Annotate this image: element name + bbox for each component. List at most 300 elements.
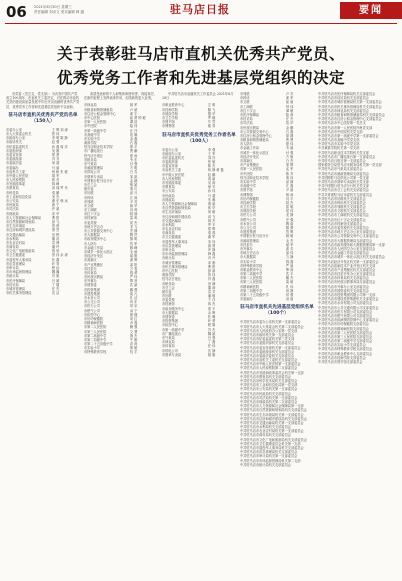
- unit-name: 市档案馆: [84, 216, 97, 221]
- unit-name: 市纪委监委机关: [6, 144, 29, 149]
- person-names: 夏 雨: [129, 153, 138, 158]
- unit-name: 市实验中学: [84, 136, 100, 141]
- org-list-item: 中共驻马店市妇联机关支部委员会: [318, 196, 366, 201]
- unit-name: 市第一高级中学: [162, 327, 185, 332]
- org-list-item: 中共驻马店市人民政府办公室第一党支部: [240, 328, 298, 333]
- unit-name: 市地方史志办: [84, 224, 104, 229]
- unit-name: 市妇联: [162, 294, 172, 299]
- members-subhead: [6, 113, 80, 125]
- org-list-item: 中共驻马店市科学技术局机关支部委员会: [240, 379, 298, 383]
- org-list-item: 中共驻马店市第三人民医院支部委员会: [318, 334, 373, 339]
- person-names: 韦 丽: [285, 146, 294, 151]
- unit-name: 市外事办: [240, 246, 253, 251]
- org-list-item: 中共驻马店高新技术产业开发区机关支部: [318, 263, 376, 268]
- person-names: 牛 刚: [129, 337, 138, 342]
- org-list-item: 中共驻马店市第二人民医院支部委员会: [318, 330, 373, 335]
- person-names: 孙 伟: [207, 189, 216, 194]
- unit-name: 市城乡一体化示范区: [84, 249, 113, 254]
- person-names: 戴 杰: [285, 276, 294, 281]
- org-list-item: 中共驻马店市委组织部机关支部委员会: [240, 341, 295, 346]
- org-list-item: 中共驻马店市高级中学党支部: [318, 138, 360, 143]
- person-names: 文 慧: [129, 329, 138, 334]
- orgs-list-a: [240, 320, 314, 467]
- person-names: 范 华: [285, 121, 294, 126]
- person-names: 高 飞: [207, 214, 216, 219]
- unit-name: 市疾控中心: [84, 312, 100, 317]
- person-names: 薛 华: [129, 203, 138, 208]
- person-names: 廖 静: [285, 133, 294, 138]
- person-names: 冯 芳: [51, 157, 60, 162]
- unit-name: 市司法局: [240, 121, 253, 126]
- person-names: 侯 杰: [129, 220, 138, 225]
- person-names: 康 健: [129, 312, 138, 317]
- person-names: 刘 洋: [207, 155, 216, 160]
- unit-name: 市公交公司: [240, 226, 256, 230]
- org-list-item: 中共驻马店市发展和改革委员会机关第一支部: [240, 370, 304, 375]
- person-names: 黎 明: [129, 237, 138, 242]
- person-names: 韩 磊: [207, 252, 216, 257]
- unit-name: 黄淮学院: [162, 273, 175, 278]
- person-names: 余 辉: [207, 310, 216, 315]
- person-names: 任 伟: [207, 344, 216, 349]
- org-list-item: 中共驻马店市人民检察院第二支部委员会: [240, 366, 298, 371]
- person-names: 张 伟: [51, 132, 60, 136]
- orgs-title: 驻马店市直机关先进基层党组织名单: [240, 305, 314, 311]
- unit-name: 市金融工作局: [84, 245, 104, 250]
- person-names: 孟 军: [285, 167, 294, 172]
- person-names: 丁 健: [51, 282, 60, 287]
- org-list-item: 中共国网驻马店供电公司第一党支部: [318, 175, 369, 180]
- unit-name: 市第三人民医院: [84, 329, 107, 334]
- org-list-item: 中共驻马店市财政局机关第二支部委员会: [240, 399, 298, 404]
- person-names: 孙 磊 周 洋: [51, 144, 68, 149]
- unit-name: 市委编办: [6, 165, 19, 170]
- unit-name: 市职业教育中心: [240, 267, 263, 272]
- person-names: 史 静: [129, 229, 138, 234]
- org-list-item: 中共驻马店市文化广电和旅游局机关支部委员会: [240, 437, 307, 442]
- person-names: 罗 娜: [207, 115, 216, 120]
- person-names: 左 明: [207, 103, 216, 108]
- person-names: 唐 勇: [207, 243, 216, 248]
- person-names: 范 琳: [129, 132, 138, 137]
- unit-name: 市委编办: [240, 297, 253, 302]
- unit-name: 市实验小学: [84, 346, 100, 351]
- unit-name: 市第二十五初级中学: [240, 293, 269, 297]
- unit-name: 市妇幼保健院: [84, 316, 104, 321]
- org-list-item: 中共驻马店市科协机关支部委员会: [318, 200, 366, 205]
- person-names: 常 乐: [129, 304, 138, 309]
- unit-name: 市第二人民医院: [84, 325, 107, 330]
- unit-name: 市人力资源和社会保障局: [162, 201, 198, 206]
- unit-name: 市审计局: [162, 248, 175, 253]
- person-names: 田 静: [207, 281, 216, 286]
- person-names: 陆 涛: [285, 112, 294, 117]
- org-list-item: 中共驻马店市建设投资集团机关支部委员会: [318, 297, 379, 302]
- person-names: 朱 琳: [207, 197, 216, 202]
- unit-name: 市外事办: [84, 279, 97, 284]
- org-list-item: 中共驻马店市委政法委机关支部委员会: [240, 353, 295, 358]
- unit-name: 市大数据局: [162, 310, 178, 315]
- unit-name: 市教育局: [6, 186, 19, 191]
- unit-name: 市第二初级中学: [240, 288, 263, 293]
- column-4: [240, 92, 314, 574]
- members-list-b: [84, 103, 158, 354]
- unit-name: 市特殊教育学校: [84, 350, 107, 355]
- person-names: 向 东: [129, 300, 138, 305]
- person-names: 蒋 欣: [51, 249, 60, 254]
- org-list-item: 中共驻马店市林业局机关支部委员会: [318, 108, 369, 113]
- person-names: 姚 军: [129, 103, 138, 108]
- unit-name: 市第二十五初级中学: [84, 342, 113, 347]
- person-names: 崔 丽: [285, 100, 294, 105]
- person-names: 蔡 平: [207, 306, 216, 311]
- unit-name: 市水务公司: [84, 296, 100, 301]
- unit-name: 市第三人民医院: [240, 280, 263, 285]
- unit-name: 市特殊教育学校: [240, 263, 263, 268]
- person-names: 武 平: [285, 272, 294, 277]
- unit-name: 市农业农村局: [162, 227, 182, 232]
- unit-name: 市人民检察院: [6, 178, 26, 183]
- person-names: 杨 帆 朱 敏: [51, 169, 68, 174]
- org-list-item: 中共驻马店市第一高级中学第一支部委员会: [318, 133, 379, 138]
- unit-name: 市税务局: [84, 157, 97, 162]
- org-list-item: 中共共青团驻马店市委机关支部委员会: [318, 192, 373, 197]
- person-names: 戴 强: [129, 287, 138, 292]
- masthead: [0, 0, 402, 30]
- org-list-item: 中共驻马店市中医院机关党支部: [318, 129, 363, 134]
- person-names: 万 静: [285, 255, 294, 260]
- unit-name: 市直机关工委: [6, 169, 26, 174]
- unit-name: 市总工会: [162, 285, 175, 290]
- org-list-item: 中共驻马店日报社第一支部委员会: [318, 159, 366, 163]
- org-list-item: 中共驻马店市公安局机关第一支部委员会: [240, 387, 298, 392]
- person-names: 任 杰: [51, 286, 60, 291]
- person-names: 易 红: [129, 316, 138, 321]
- unit-name: 市高新区: [240, 159, 253, 163]
- org-list-item: 中共驻马店市自然资源和规划局机关支部委员会: [240, 408, 307, 413]
- unit-name: 市第二人民医院: [240, 276, 263, 281]
- org-list-item: 中共驻马店市国资委机关支部委员会: [318, 288, 369, 293]
- person-names: 石 磊: [285, 129, 294, 134]
- person-names: 郑 辉: [207, 227, 216, 232]
- org-list-item: 中共驻马店市水务有限公司支部委员会: [318, 301, 373, 306]
- org-list-item: 中共驻马店市住房公积金管理中心支部委员会: [318, 117, 382, 122]
- person-names: 付 强: [129, 162, 138, 167]
- person-names: 闫 平: [285, 196, 294, 201]
- person-names: 姜 军: [285, 96, 294, 101]
- org-list-item: 中共驻马店市特殊教育学校支部委员会: [318, 347, 373, 352]
- unit-name: 市红十字会: [84, 212, 100, 217]
- person-names: 夏 伟: [285, 142, 294, 147]
- unit-name: 市产业集聚区: [84, 262, 104, 267]
- unit-name: 驻马店日报社: [162, 277, 182, 282]
- org-list-item: 中共驻马店市医疗保障局机关支部委员会: [318, 92, 376, 96]
- person-names: 尹 亮: [129, 199, 138, 204]
- person-names: 吕 颖: [51, 278, 60, 283]
- unit-name: 市高级中学: [84, 132, 100, 137]
- person-names: 钱 勇: [129, 270, 138, 275]
- unit-name: 市税务局: [162, 281, 175, 286]
- unit-name: 市政务服务中心: [162, 306, 185, 311]
- person-names: 吴 涛: [207, 181, 216, 186]
- person-names: 何 敏: [207, 210, 216, 215]
- person-names: 卢 斌: [129, 107, 138, 112]
- person-names: 龚 辉: [129, 258, 138, 263]
- person-names: 谢 军: [207, 235, 216, 240]
- person-names: 萧 然: [51, 228, 60, 233]
- person-names: 江 涛: [129, 195, 138, 200]
- unit-name: 市工商联: [240, 104, 253, 109]
- person-names: 于 洋: [207, 298, 216, 303]
- person-names: 段 杰: [285, 200, 294, 205]
- person-names: 叶 青: [51, 261, 60, 266]
- unit-name: 市财政局: [6, 211, 19, 216]
- workers-list-b: [240, 92, 314, 301]
- workers-count: （100人）: [187, 138, 211, 144]
- unit-name: 团市委: [84, 187, 94, 192]
- orgs-subhead: [240, 305, 314, 317]
- person-names: 邓 刚: [207, 260, 216, 265]
- person-names: 谢 东 韩 冰: [51, 199, 68, 203]
- person-names: 苏 杰: [207, 327, 216, 332]
- unit-name: 市民族宗教局: [240, 125, 260, 130]
- workers-list-a: [162, 148, 236, 357]
- org-list-item: 中共驻马店市外事办公室支部委员会: [318, 284, 369, 289]
- unit-name: 市建投集团: [240, 230, 256, 235]
- person-names: 贾 鹏: [129, 149, 138, 154]
- unit-name: 市民政局: [162, 193, 175, 198]
- unit-name: 市卫生学校: [162, 115, 178, 120]
- person-names: 杜 鑫: [51, 257, 60, 262]
- person-names: 蒋 杰: [207, 302, 216, 307]
- unit-name: 市技师学院: [240, 200, 256, 205]
- person-names: 龙 静: [285, 213, 294, 218]
- unit-name: 市公交公司: [84, 300, 100, 305]
- org-list-item: 中共驻马店市住房和城乡建设局机关支部委员会: [240, 416, 307, 421]
- column-2: [84, 92, 158, 574]
- person-names: 覃 菲: [129, 279, 138, 284]
- person-names: 谭 敏: [285, 108, 294, 113]
- person-names: 郭 亮: [51, 178, 60, 183]
- person-names: 沈 静: [207, 348, 216, 353]
- unit-name: 市水利局: [162, 222, 175, 227]
- person-names: 贺 辉: [285, 230, 294, 235]
- person-names: 罗 平: [207, 222, 216, 227]
- unit-name: 市中心医院: [162, 268, 178, 273]
- org-list-item: 中共驻马店市生态环境局机关第一支部委员会: [240, 412, 304, 417]
- unit-name: 市应急管理局: [6, 261, 26, 266]
- unit-name: 市城乡一体化示范区: [240, 150, 269, 155]
- org-list-item: 中共驻马店市文联机关支部委员会: [318, 209, 366, 214]
- person-names: 贺 军: [129, 241, 138, 246]
- org-list-item: 中共驻马店市政协机关第一支部委员会: [240, 332, 295, 337]
- person-names: 曹 阳: [51, 215, 60, 220]
- person-names: 段 瑞: [129, 212, 138, 217]
- person-names: 莫 凡: [129, 291, 138, 296]
- person-names: 陶 丽: [285, 221, 294, 226]
- unit-name: 市燃气公司: [84, 308, 100, 313]
- org-list-item: 中共驻马店市工商联机关支部委员会: [318, 213, 369, 218]
- person-names: 毛 丽: [129, 249, 138, 254]
- unit-name: 市卫生健康委: [6, 253, 26, 258]
- unit-name: 市机关事务管理局: [162, 264, 188, 269]
- unit-name: 市博物馆: [240, 192, 253, 197]
- org-list-item: 中共驻马店市图书馆支部委员会: [318, 360, 363, 364]
- unit-name: 市商务局: [6, 245, 19, 250]
- unit-name: 市住房公积金管理中心: [84, 111, 116, 116]
- person-names: 闫 帅: [129, 208, 138, 213]
- unit-name: 市档案馆: [162, 302, 175, 307]
- unit-name: 市委党校: [84, 220, 97, 225]
- unit-name: 市国资委: [162, 315, 175, 320]
- person-names: 严 丽: [285, 263, 294, 268]
- person-names: 熊 斌: [129, 182, 138, 187]
- person-names: 曾 晨: [51, 224, 60, 229]
- person-names: 郭 华: [207, 206, 216, 211]
- page-number: 06: [6, 3, 27, 21]
- unit-name: 市气象局: [162, 335, 175, 340]
- person-names: 严 伟: [129, 275, 138, 280]
- org-list-item: 中共驻马店市第二高级中学支部委员会: [318, 339, 373, 344]
- unit-name: 市建投集团: [84, 291, 100, 296]
- org-list-item: 中共驻马店市扶贫开发办公室支部委员会: [318, 272, 376, 277]
- person-names: 毕 然: [207, 120, 216, 125]
- org-list-item: 中共驻马店市邮政管理局支部委员会: [318, 171, 369, 176]
- person-names: 滕 飞: [207, 107, 216, 112]
- person-names: 武 斌: [129, 283, 138, 288]
- unit-name: 市教育局: [162, 185, 175, 190]
- org-list-item: 中共驻马店市地方史志办公室支部委员会: [318, 230, 376, 235]
- unit-name: 市文联: [240, 100, 250, 105]
- person-names: 曾 伟: [207, 273, 216, 278]
- unit-name: 市住房和城乡建设局: [162, 214, 191, 219]
- unit-name: 市交通运输局: [162, 218, 182, 223]
- members-list-a: [6, 128, 80, 296]
- unit-name: 市委党校: [162, 298, 175, 303]
- worker-row: [162, 353, 236, 357]
- unit-name: 市人力资源和社会保障局: [6, 215, 42, 220]
- unit-name: 市人民检察院: [162, 176, 182, 181]
- person-names: 卢 芳: [285, 92, 294, 96]
- unit-name: 驻马店职业技术学院: [84, 145, 113, 150]
- org-list-item: 中共驻马店市档案馆支部委员会: [318, 221, 363, 226]
- unit-name: 市民族宗教局: [84, 275, 104, 280]
- person-names: 崔 勇 钟 敏: [129, 115, 146, 120]
- person-names: 赵 鹏: [207, 172, 216, 177]
- person-names: 杨 静 黄 磊: [207, 168, 224, 173]
- person-names: 黎 勇: [285, 226, 294, 230]
- person-names: 施 杰: [129, 333, 138, 338]
- person-names: 何 超: [51, 161, 60, 166]
- unit-name: 中国银行驻马店分行: [240, 234, 269, 239]
- person-names: 金 鑫: [129, 136, 138, 141]
- person-names: 郁 青: [207, 124, 216, 129]
- person-names: 邱 静: [285, 179, 294, 184]
- unit-name: 市文联: [84, 203, 94, 208]
- person-names: 侯 伟: [285, 209, 294, 214]
- person-names: 袁 博: [51, 240, 60, 245]
- workers-subhead: [162, 133, 236, 145]
- person-names: 陶 然: [129, 233, 138, 238]
- org-list-item: 中共驻马店市委统战部机关支部委员会: [240, 349, 295, 354]
- unit-name: 市住房和城乡建设局: [6, 228, 35, 233]
- unit-name: 市科协: [240, 96, 250, 101]
- person-names: 魏 斌: [207, 331, 216, 336]
- person-names: 吴 刚: [51, 148, 60, 153]
- person-names: 郝 军: [285, 242, 294, 247]
- unit-name: 市大数据局: [84, 233, 100, 238]
- org-list-item: 中共驻马店市实验小学支部委员会: [318, 343, 366, 348]
- org-list-item: 中共驻马店市退役军人事务局机关支部委员会: [240, 446, 304, 450]
- unit-name: 市工业和信息化局: [6, 194, 32, 199]
- unit-name: 中国银行驻马店分行: [84, 178, 113, 183]
- date-line: [34, 5, 94, 15]
- person-names: 郑 勇: [51, 152, 60, 157]
- person-names: 汤 宁: [129, 308, 138, 313]
- person-names: 雷 鸣: [129, 216, 138, 221]
- unit-name: 市公共资源交易中心: [84, 229, 113, 234]
- org-list-item: 中共驻马店市统计局机关支部委员会: [240, 462, 291, 467]
- unit-name: 市政协机关: [6, 140, 22, 145]
- unit-name: 市财政局: [162, 197, 175, 202]
- unit-name: 市残联: [84, 199, 94, 204]
- person-names: 胡 军: [51, 173, 60, 178]
- worker-row: [240, 297, 314, 301]
- unit-name: 市实验中学: [240, 179, 256, 184]
- unit-name: 市纪委监委机关: [162, 155, 185, 160]
- org-list-item: 中共驻马店市卫生健康委员会机关第一支部: [240, 441, 301, 446]
- person-names: 许 静: [207, 248, 216, 253]
- unit-name: 市妇幼保健院: [240, 196, 260, 201]
- org-list-item: 中共驻马店市烟草专卖局机关党支部: [318, 179, 369, 184]
- person-names: 雷 敏: [285, 205, 294, 210]
- person-names: 孔 洁: [129, 296, 138, 301]
- unit-name: 市生态环境局: [162, 210, 182, 215]
- person-names: 汪 洋: [129, 128, 138, 133]
- person-names: 薛 涛: [285, 192, 294, 197]
- person-names: 向 静: [285, 288, 294, 293]
- org-list-item: 中共驻马店市委党校机关支部委员会: [318, 226, 369, 230]
- person-names: 龚 芳: [285, 246, 294, 251]
- unit-name: 市司法局: [6, 207, 19, 212]
- unit-name: 黄淮学院: [84, 141, 97, 146]
- person-names: 蔡 伟 余 涛: [51, 253, 68, 258]
- person-names: 龙 飞: [129, 224, 138, 229]
- publish-date: 2021年6月30日 星期三: [34, 5, 72, 9]
- unit-name: 市生态环境局: [6, 224, 26, 229]
- unit-name: 市中医院: [84, 124, 97, 129]
- person-names: 邵 阳: [129, 262, 138, 267]
- person-names: 白 雪: [129, 170, 138, 175]
- person-names: 吕 强: [207, 335, 216, 340]
- unit-name: 市残联: [240, 92, 250, 96]
- person-names: 汤 丽: [285, 297, 294, 302]
- unit-name: 市政府办公室: [162, 151, 182, 156]
- org-list-item: 中共驻马店经济开发区机关第一支部委员会: [318, 259, 379, 264]
- org-list-item: 中共驻马店市大数据管理局支部委员会: [318, 238, 373, 243]
- org-list-item: 国家税务总局驻马店市税务局机关第一党支部: [318, 163, 382, 168]
- unit-name: 市公共资源交易中心: [240, 129, 269, 134]
- org-list-item: 中共驻马店市公共交通有限公司支部委员会: [318, 305, 379, 310]
- person-names: 金 鹏: [285, 125, 294, 130]
- person-names: 姚 刚: [207, 352, 216, 357]
- unit-name: 市住房公积金管理中心: [240, 133, 272, 138]
- unit-name: 市体育局: [84, 270, 97, 275]
- unit-name: 驻马店职业技术学院: [240, 175, 269, 180]
- person-names: 覃 涛: [285, 267, 294, 272]
- unit-name: 市第二高级中学: [84, 333, 107, 338]
- person-names: 莫 敏: [285, 280, 294, 285]
